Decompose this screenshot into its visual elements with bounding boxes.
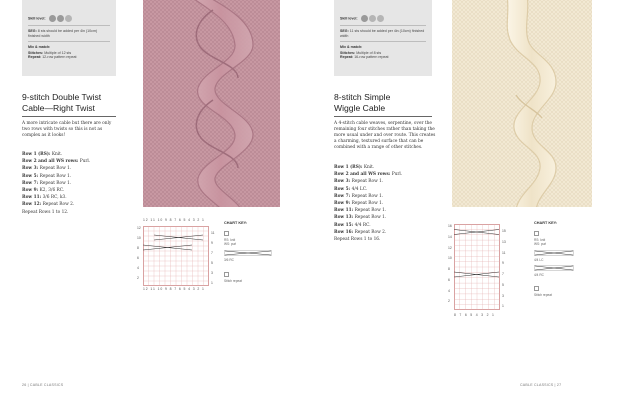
left-chart-grid	[143, 226, 209, 286]
row-text: K2, 3/6 RC.	[38, 188, 65, 194]
row-label: Row 7:	[334, 193, 351, 199]
chart-row-number: 7	[502, 272, 504, 276]
cable-4-4-rc-key-icon	[534, 265, 574, 271]
row-text: Repeat Row 1.	[350, 193, 384, 199]
row-label: Row 3:	[22, 166, 39, 172]
instruction-row	[334, 178, 436, 185]
right-chart	[448, 222, 508, 322]
left-info-box	[22, 0, 116, 76]
left-intro: A more intricate cable but there are only two rows with twists so this is not as complex as it looks!	[22, 121, 112, 138]
row-text: Knit.	[50, 152, 63, 157]
row-text: Repeat Row 1.	[38, 166, 72, 172]
chart-row-number: 4	[448, 288, 450, 293]
left-key-cable: 3/6 RC	[224, 258, 234, 262]
skill-level-icon	[49, 15, 73, 22]
cream-swatch-image	[452, 0, 592, 207]
mix-match-label: Mix & match:	[340, 45, 363, 50]
skill-level-label: Skill level:	[340, 16, 358, 21]
knit-purl-key-icon	[534, 231, 539, 236]
right-key-knit: RS: knit	[534, 238, 546, 242]
right-instructions	[334, 164, 436, 243]
mix-match-label: Mix & match:	[28, 45, 51, 50]
right-title-line2: Wiggle Cable	[334, 102, 386, 113]
chart-row-number: 3	[502, 293, 504, 298]
chart-row-number: 13	[502, 239, 506, 244]
chart-row-number: 11	[211, 231, 215, 235]
chart-row-number: 2	[137, 276, 139, 280]
repeat-text: 12-row pattern repeat	[42, 55, 77, 60]
row-label: Row 15:	[334, 222, 354, 228]
chart-row-number: 7	[211, 251, 213, 255]
right-chart-bottom-numbers: 8 7 6 5 4 3 2 1	[454, 313, 496, 317]
stitches-label: Stitches:	[28, 50, 44, 55]
chart-row-number: 1	[211, 281, 213, 285]
seg-label: SEG:	[340, 29, 349, 33]
row-label: Row 9:	[22, 188, 39, 194]
knit-purl-key-icon	[224, 231, 229, 236]
instruction-row	[334, 214, 436, 221]
right-stitch-title	[334, 92, 444, 113]
row-label: Row 9:	[334, 201, 351, 207]
row-text: Repeat Row 1.	[353, 215, 387, 221]
instruction-row	[22, 187, 120, 194]
pink-swatch-image	[143, 0, 280, 207]
instruction-row	[22, 194, 120, 201]
chart-row-number: 14	[448, 234, 452, 239]
instruction-row	[22, 158, 120, 165]
stitches-label: Stitches:	[340, 50, 356, 55]
instruction-row	[334, 229, 436, 236]
cable-3-6-rc-key-icon	[224, 250, 272, 256]
chart-row-number: 12	[137, 226, 141, 230]
row-label: Row 2 and all WS rows:	[22, 159, 79, 165]
chart-row-number: 6	[448, 277, 450, 282]
right-key-lc: 4/4 LC	[534, 258, 544, 262]
right-footer: CABLE CLASSICS | 27	[520, 383, 562, 387]
right-chart-grid	[454, 224, 500, 310]
instruction-row	[334, 200, 436, 207]
stitch-repeat-key-icon	[224, 272, 229, 277]
chart-row-number: 1	[502, 304, 504, 309]
chart-row-number: 16	[448, 224, 452, 228]
right-intro: A 4-stitch cable weaves, serpentine, over the remaining four stitches rather than taking the more usual under and over route. This creates a charming, textured surface that can be combined with a range of other stitches.	[334, 121, 436, 150]
cable-4-4-lc-key-icon	[534, 250, 574, 256]
row-label: Row 7:	[22, 180, 39, 186]
row-text: Knit.	[362, 165, 375, 170]
row-label: Row 11:	[334, 208, 354, 214]
right-key-repeat: Stitch repeat	[534, 293, 552, 297]
left-chart	[137, 218, 217, 292]
instruction-row	[334, 207, 436, 214]
row-label: Row 3:	[334, 179, 351, 185]
left-chart-top-numbers: 12 11 10 9 8 7 6 5 4 3 2 1	[143, 218, 205, 222]
seg-text: 8 sts should be added per 4in (10cm) finished width	[28, 29, 98, 38]
row-text: Repeat Row 1.	[350, 201, 384, 207]
chart-row-number: 5	[211, 261, 213, 265]
left-title-line1: 9-stitch Double Twist	[22, 92, 102, 102]
left-key-purl: WS: purl	[224, 242, 237, 246]
instruction-row	[334, 186, 436, 193]
row-text: 4/4 LC.	[350, 186, 368, 192]
row-text: Purl.	[78, 159, 91, 165]
left-key-knit: RS: knit	[224, 238, 236, 242]
chart-row-number: 9	[502, 261, 504, 266]
right-key-title: CHART KEY:	[534, 221, 558, 225]
chart-row-number: 3	[211, 271, 213, 275]
seg-text: 11 sts should be added per 4in (10cm) finished width	[340, 29, 425, 38]
left-stitch-title	[22, 92, 142, 113]
seg-label: SEG:	[28, 29, 37, 33]
right-info-box	[334, 0, 432, 76]
stitches-text: Multiple of 12 sts	[44, 50, 72, 55]
chart-row-number: 8	[137, 246, 139, 250]
repeat-label: Repeat:	[340, 55, 354, 60]
chart-row-number: 11	[502, 250, 506, 255]
chart-row-number: 12	[448, 245, 452, 250]
row-text: Repeat Row 1.	[353, 208, 387, 214]
row-label: Row 5:	[334, 186, 351, 192]
instruction-row	[22, 151, 120, 158]
row-text: Repeat Row 1.	[350, 179, 384, 185]
row-text: Repeat Row 1.	[38, 180, 72, 186]
stitches-text: Multiple of 8 sts	[356, 50, 382, 55]
instruction-row	[22, 180, 120, 187]
left-key-title: CHART KEY:	[224, 221, 248, 225]
row-label: Row 5:	[22, 173, 39, 179]
left-instructions	[22, 151, 120, 216]
left-chart-key	[224, 221, 274, 283]
chart-row-number: 4	[137, 266, 139, 270]
left-footer: 26 | CABLE CLASSICS	[22, 383, 64, 387]
instruction-row	[22, 165, 120, 172]
skill-level-icon	[361, 15, 385, 22]
right-title-divider	[334, 116, 432, 117]
row-text: Repeat Row 2.	[353, 229, 387, 235]
stitch-repeat-key-icon	[534, 286, 539, 291]
left-key-repeat: Stitch repeat	[224, 279, 242, 283]
instruction-row	[22, 209, 120, 216]
chart-row-number: 15	[502, 229, 506, 233]
right-key-purl: WS: purl	[534, 242, 547, 246]
instruction-row	[22, 201, 120, 208]
instruction-row	[334, 222, 436, 229]
pink-cable-swatch	[143, 0, 280, 207]
row-text: Repeat Row 1.	[38, 173, 72, 179]
chart-row-number: 8	[448, 267, 450, 271]
instruction-row	[334, 164, 436, 171]
row-label: Row 2 and all WS rows:	[334, 172, 391, 178]
row-label: Row 1 (RS):	[334, 165, 363, 170]
chart-row-number: 6	[137, 256, 139, 260]
cream-cable-swatch	[452, 0, 592, 207]
row-text: 3/6 RC, k3.	[41, 195, 67, 201]
skill-level-label: Skill level:	[28, 16, 46, 21]
row-text: Repeat Rows 1 to 12.	[22, 209, 69, 215]
instruction-row	[334, 236, 436, 243]
row-text: 4/4 RC.	[353, 222, 371, 228]
chart-row-number: 10	[448, 256, 452, 261]
instruction-row	[334, 193, 436, 200]
right-title-line1: 8-stitch Simple	[334, 92, 391, 102]
left-title-divider	[22, 116, 116, 117]
row-label: Row 11:	[22, 195, 42, 201]
right-key-rc: 4/4 RC	[534, 273, 544, 277]
row-text: Repeat Row 2.	[41, 202, 75, 208]
row-label: Row 16:	[334, 229, 354, 235]
chart-row-number: 5	[502, 282, 504, 287]
row-label: Row 13:	[334, 215, 354, 221]
row-text: Purl.	[390, 172, 403, 178]
repeat-text: 16-row pattern repeat	[354, 55, 389, 60]
row-text: Repeat Rows 1 to 16.	[334, 237, 381, 243]
chart-row-number: 9	[211, 241, 213, 245]
left-title-line2: Cable—Right Twist	[22, 102, 95, 113]
instruction-row	[22, 173, 120, 180]
chart-row-number: 10	[137, 236, 141, 240]
left-chart-bottom-numbers: 12 11 10 9 8 7 6 5 4 3 2 1	[143, 287, 205, 291]
row-label: Row 12:	[22, 202, 42, 208]
chart-row-number: 2	[448, 299, 450, 304]
instruction-row	[334, 171, 436, 178]
right-chart-key	[534, 221, 584, 297]
repeat-label: Repeat:	[28, 55, 42, 60]
row-label: Row 1 (RS):	[22, 152, 51, 157]
